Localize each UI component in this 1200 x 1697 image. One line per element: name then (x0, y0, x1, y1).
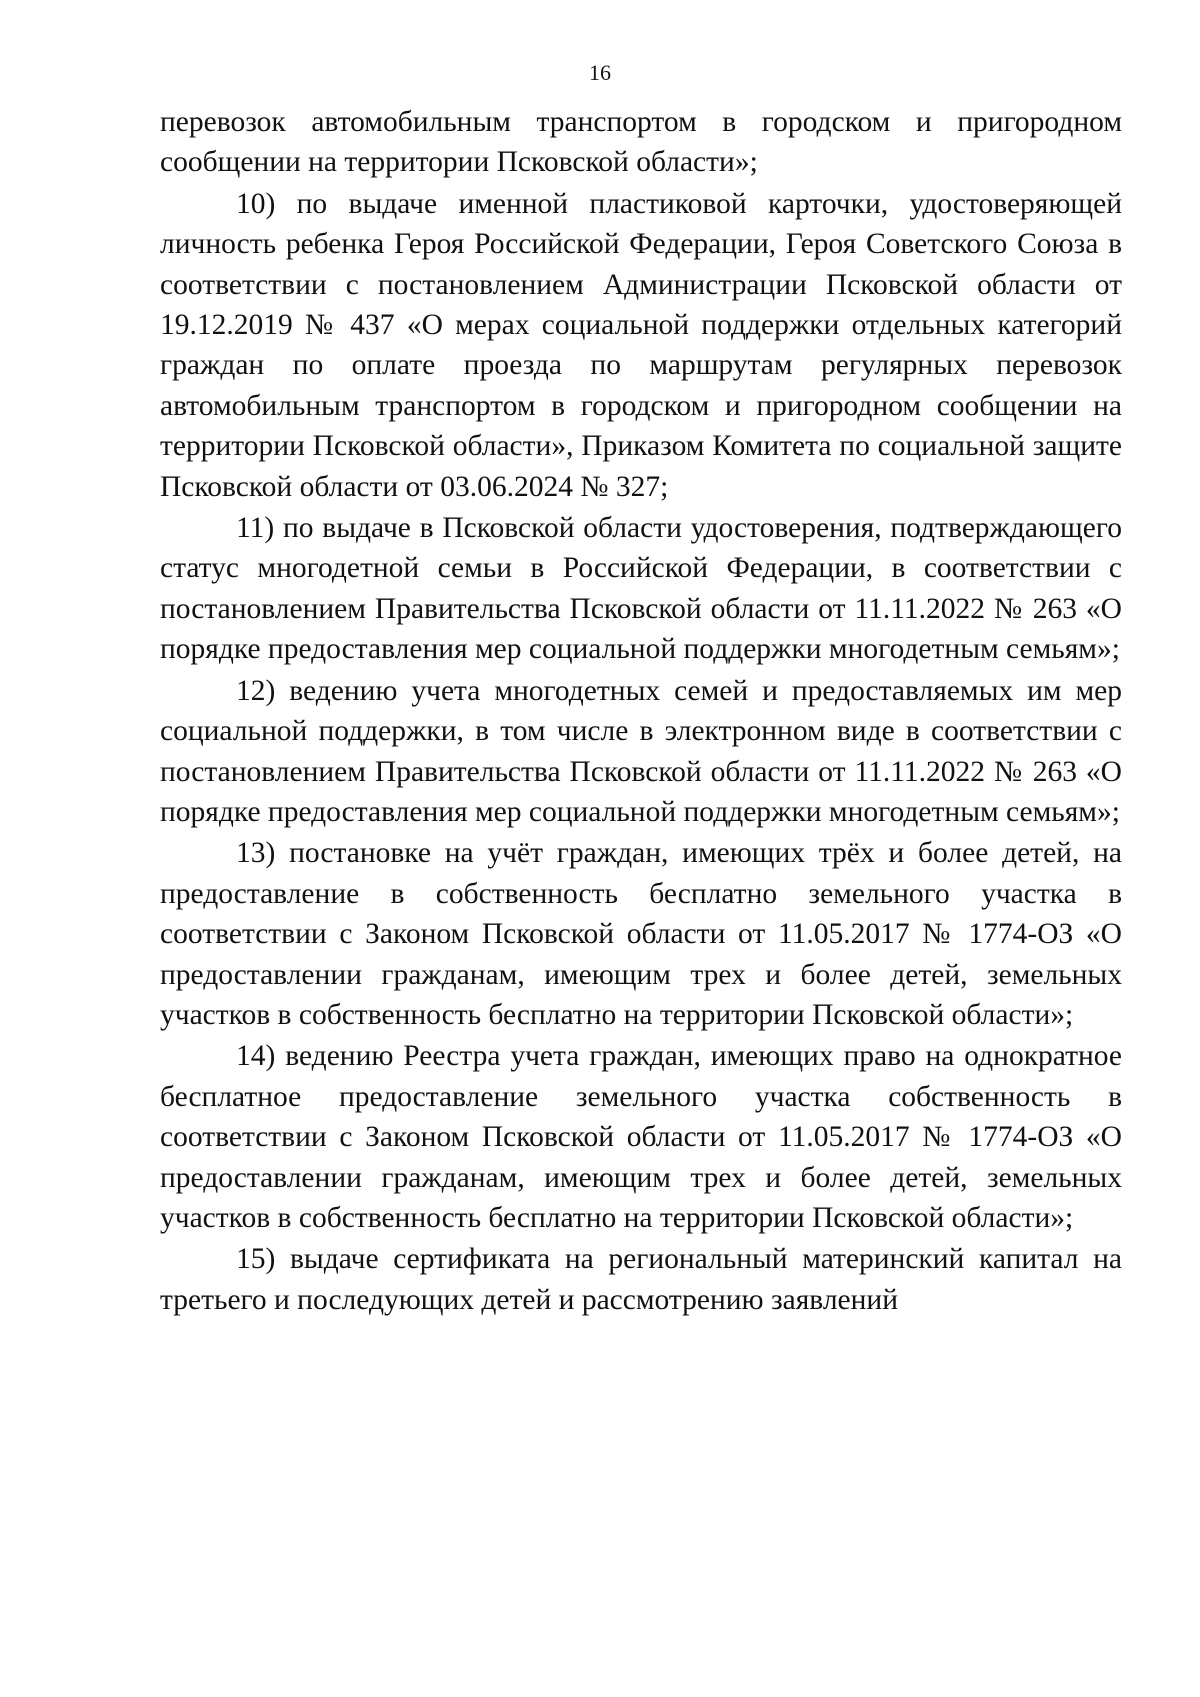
list-item-10: 10) по выдаче именной пластиковой карточки, удостоверяющей личность ребенка Героя Российской Федерации, Героя Советского Союза в соответствии с постановлением Администрации Псковской области от 19.12.2019 № 437 «О мерах социальной поддержки отдельных категорий граждан по оплате проезда по маршрутам регулярных перевозок автомобильным транспортом в городском и пригородном сообщении на территории Псковской области», Приказом Комитета по социальной защите Псковской области от 03.06.2024 № 327; (160, 187, 1122, 503)
paragraph-continuation: перевозок автомобильным транспортом в городском и пригородном сообщении на территории Псковской области»; (160, 106, 1122, 179)
list-item-14: 14) ведению Реестра учета граждан, имеющих право на однократное бесплатное предоставление земельного участка собственность в соответствии с Законом Псковской области от 11.05.2017 № 1774-ОЗ «О предоставлении гражданам, имеющим трех и более детей, земельных участков в собственность бесплатно на территории Псковской области»; (160, 1040, 1122, 1234)
page-number: 16 (589, 60, 611, 85)
document-body (160, 102, 1122, 1320)
list-item-15: 15) выдаче сертификата на региональный материнский капитал на третьего и последующих детей и рассмотрению заявлений (160, 1243, 1122, 1316)
list-item-12: 12) ведению учета многодетных семей и предоставляемых им мер социальной поддержки, в том числе в электронном виде в соответствии с постановлением Правительства Псковской области от 11.11.2022 № 263 «О порядке предоставления мер социальной поддержки многодетным семьям»; (160, 674, 1122, 828)
list-item-13: 13) постановке на учёт граждан, имеющих трёх и более детей, на предоставление в собственность бесплатно земельного участка в соответствии с Законом Псковской области от 11.05.2017 № 1774-ОЗ «О предоставлении гражданам, имеющим трех и более детей, земельных участков в собственность бесплатно на территории Псковской области»; (160, 837, 1122, 1031)
list-item-11: 11) по выдаче в Псковской области удостоверения, подтверждающего статус многодетной семьи в Российской Федерации, в соответствии с постановлением Правительства Псковской области от 11.11.2022 № 263 «О порядке предоставления мер социальной поддержки многодетным семьям»; (160, 512, 1122, 666)
